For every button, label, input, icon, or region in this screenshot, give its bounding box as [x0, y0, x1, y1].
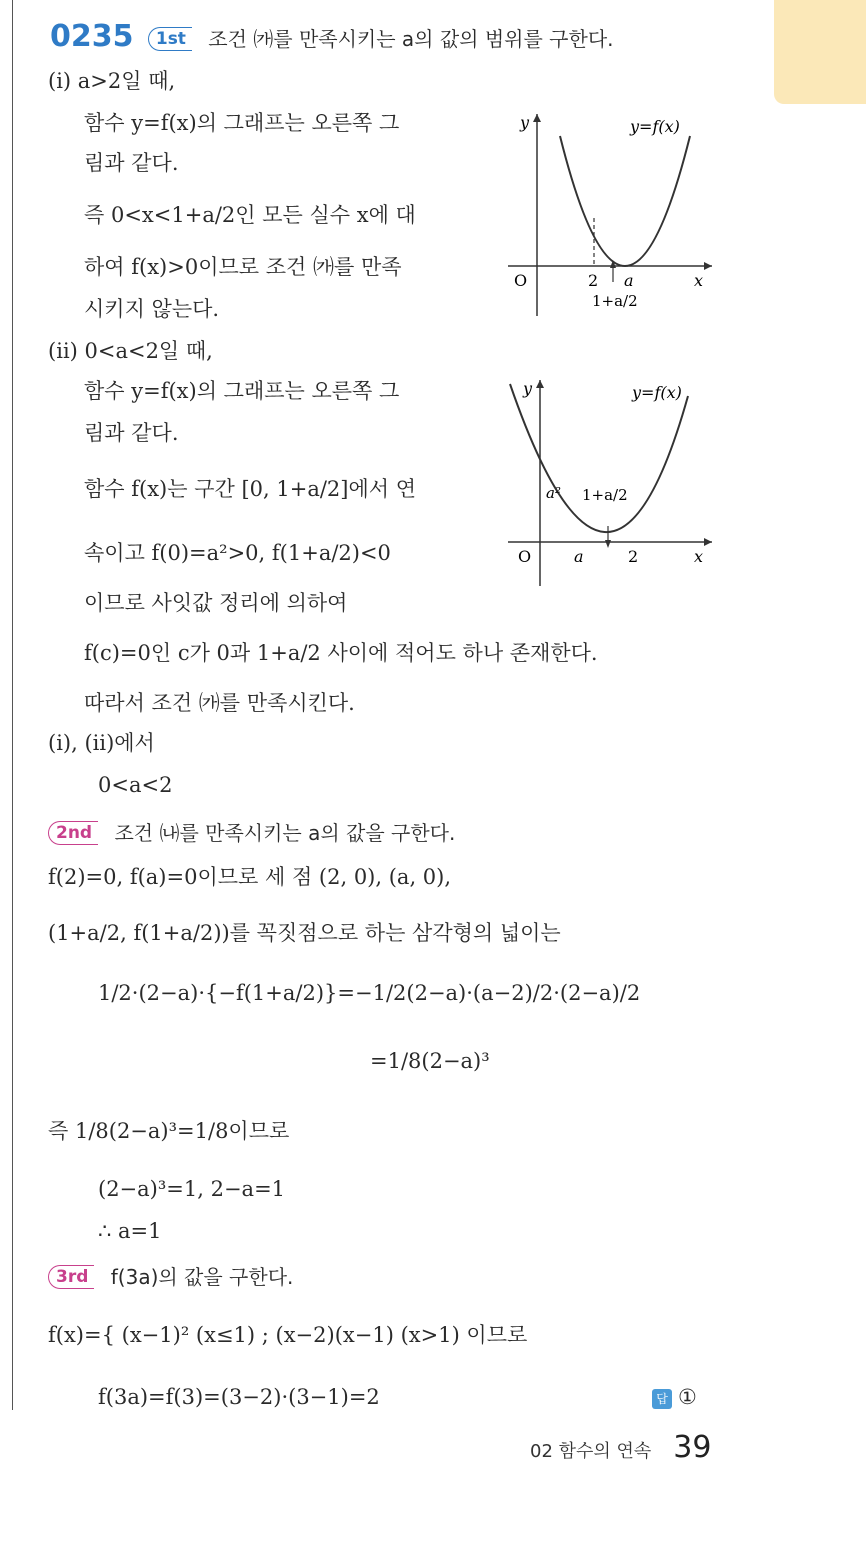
problem-number: 0235 [50, 19, 134, 54]
case1-line: 시키지 않는다. [84, 297, 220, 321]
step2-title: 조건 ㈏를 만족시키는 a의 값을 구한다. [114, 821, 456, 845]
case2-line: 함수 y=f(x)의 그래프는 오른쪽 그 [84, 379, 400, 403]
y-axis-label: y [520, 113, 530, 132]
answer-value: ① [678, 1385, 697, 1409]
step2-badge: 2nd [48, 821, 98, 845]
origin-label: O [518, 547, 532, 566]
step3-badge: 3rd [48, 1265, 94, 1289]
step2-equation: 1/2·(2−a)·{−f(1+a/2)}=−1/2(2−a)·(a−2)/2·(2−a)/2 [98, 981, 641, 1005]
step2-line: (1+a/2, f(1+a/2))를 꼭짓점으로 하는 삼각형의 넓이는 [48, 921, 561, 945]
step1-title: 조건 ㈎를 만족시키는 a의 값의 범위를 구한다. [208, 27, 614, 51]
y-axis-label: y [523, 379, 533, 398]
case2-line: 속이고 f(0)=a²>0, f(1+a/2)<0 [84, 541, 391, 565]
case2-heading: (ⅱ) 0<a<2일 때, [48, 339, 213, 363]
answer-icon: 답 [652, 1389, 672, 1409]
tick-2: 2 [588, 271, 599, 290]
step2-equation: (2−a)³=1, 2−a=1 [98, 1177, 286, 1201]
case1-heading: (ⅰ) a>2일 때, [48, 69, 176, 93]
step2-line: f(2)=0, f(a)=0이므로 세 점 (2, 0), (a, 0), [48, 865, 452, 889]
case1-line: 즉 0<x<1+a/2인 모든 실수 x에 대 [84, 203, 416, 227]
curve-label: y=f(x) [632, 383, 682, 402]
conclusion-result: 0<a<2 [98, 773, 173, 797]
step2-header [48, 818, 455, 848]
step1-badge: 1st [148, 27, 192, 51]
intercept-label: a² [546, 484, 561, 502]
problem-header [50, 19, 614, 54]
case2-line: 이므로 사잇값 정리에 의하여 [84, 591, 348, 615]
tick-vertex-label: 1+a/2 [592, 292, 638, 310]
case1-line: 함수 y=f(x)의 그래프는 오른쪽 그 [84, 111, 400, 135]
case2-line: 림과 같다. [84, 421, 179, 445]
step2-result: ∴ a=1 [98, 1219, 162, 1243]
x-axis-label: x [694, 271, 704, 290]
x-axis-label: x [694, 547, 704, 566]
origin-label: O [514, 271, 528, 290]
case2-line: 따라서 조건 ㈎를 만족시킨다. [84, 691, 355, 715]
final-answer [652, 1382, 697, 1412]
step3-equation: f(3a)=f(3)=(3−2)·(3−1)=2 [98, 1385, 380, 1409]
tick-a: a [624, 271, 634, 290]
step2-equation: =1/8(2−a)³ [370, 1049, 490, 1073]
case1-line: 림과 같다. [84, 151, 179, 175]
page-number: 39 [673, 1430, 712, 1465]
margin-rule [12, 0, 13, 1410]
conclusion-heading: (ⅰ), (ⅱ)에서 [48, 731, 155, 755]
step3-title: f(3a)의 값을 구한다. [110, 1265, 294, 1289]
case1-line: 하여 f(x)>0이므로 조건 ㈎를 만족 [84, 255, 402, 279]
chapter-side-tab [774, 0, 866, 104]
graph-case1 [500, 106, 720, 326]
page-footer [530, 1430, 730, 1465]
case2-line: 함수 f(x)는 구간 [0, 1+a/2]에서 연 [84, 477, 416, 501]
step2-line: 즉 1/8(2−a)³=1/8이므로 [48, 1119, 290, 1143]
vertex-label: 1+a/2 [582, 486, 628, 504]
step3-piecewise: f(x)={ (x−1)² (x≤1) ; (x−2)(x−1) (x>1) 이므로 [48, 1323, 528, 1347]
chapter-label: 02 함수의 연속 [530, 1441, 652, 1462]
tick-2: 2 [628, 547, 639, 566]
case2-line: f(c)=0인 c가 0과 1+a/2 사이에 적어도 하나 존재한다. [84, 641, 598, 665]
curve-label: y=f(x) [630, 117, 680, 136]
step3-header [48, 1262, 293, 1292]
graph-case2 [500, 374, 720, 594]
tick-a: a [574, 547, 584, 566]
